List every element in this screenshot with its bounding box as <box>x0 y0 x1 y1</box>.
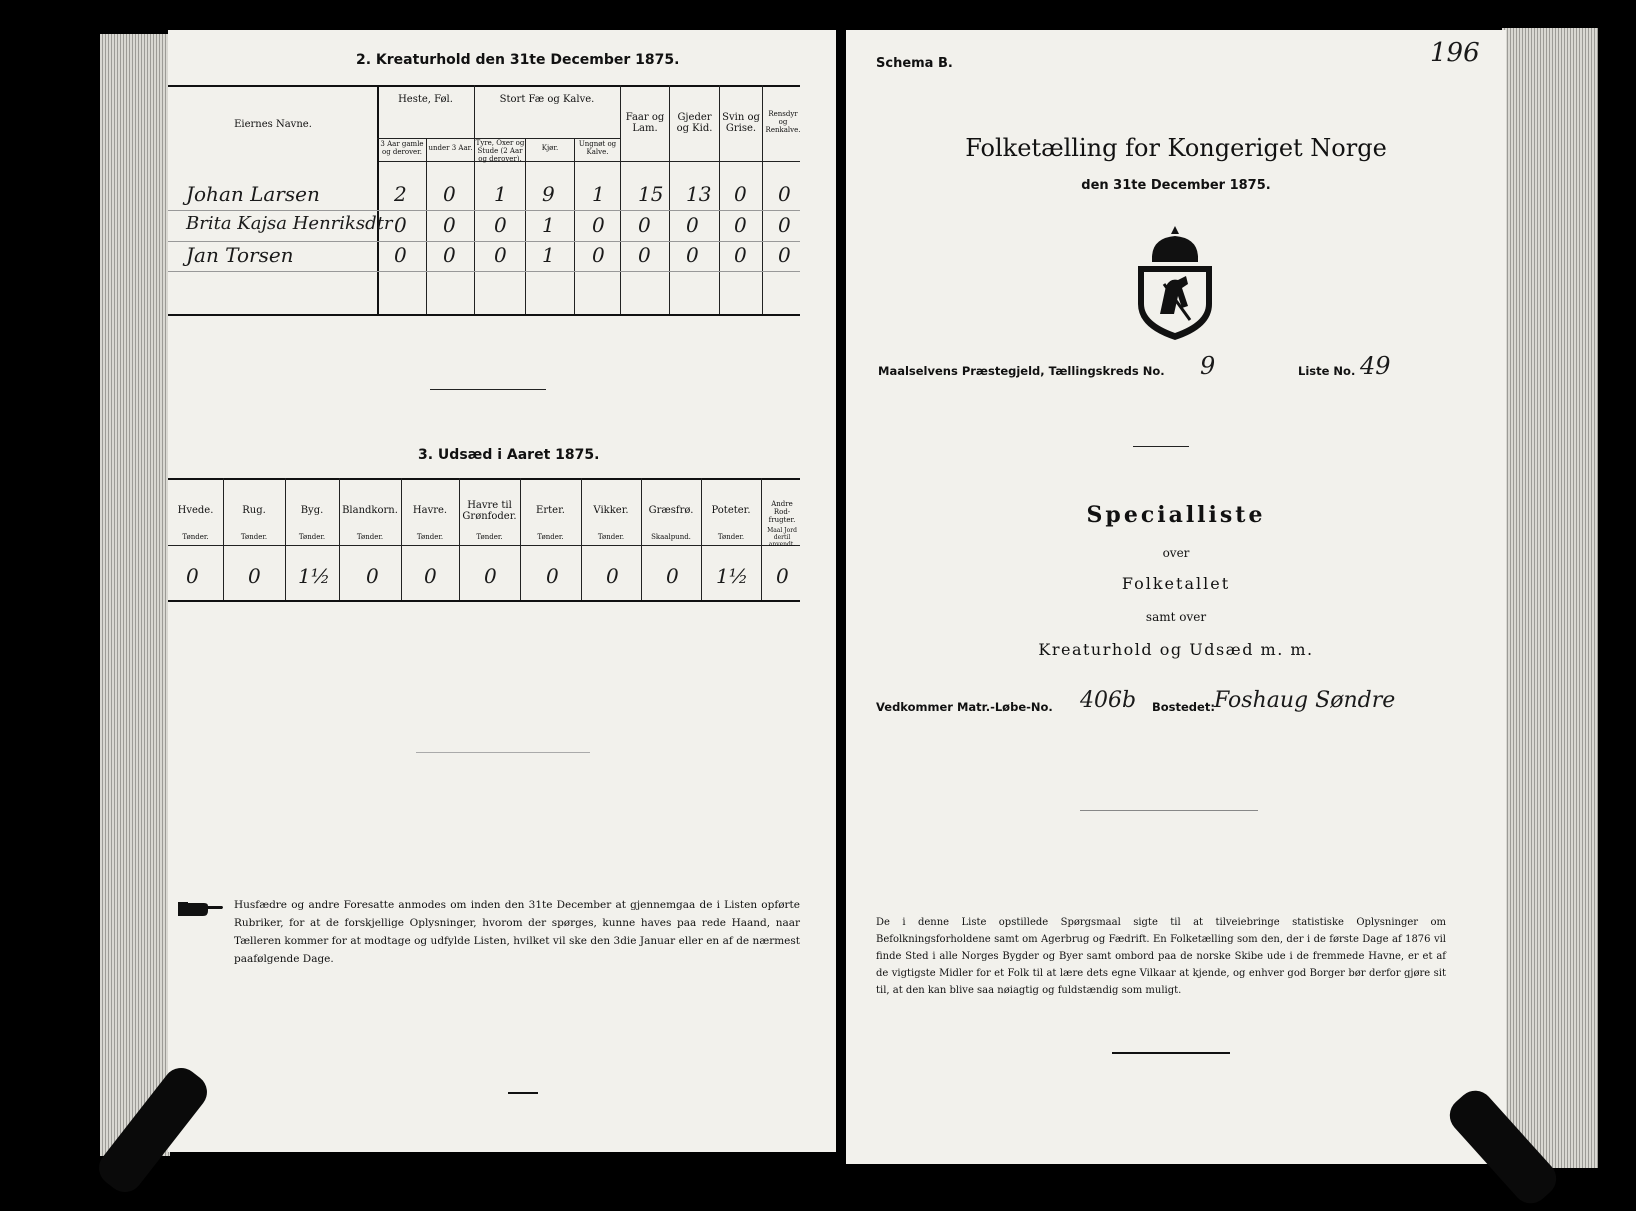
livestock-cell: 0 <box>494 243 507 267</box>
livestock-cell: 0 <box>686 243 699 267</box>
seed-header-vetch: Vikker. <box>593 505 629 516</box>
seed-unit: Tønder. <box>356 533 384 541</box>
owner-name: Brita Kajsa Henriksdtr <box>186 213 393 234</box>
seed-value: 0 <box>248 564 261 588</box>
specialliste-title: Specialliste <box>1086 502 1266 528</box>
seed-header-grass-seed: Græsfrø. <box>648 505 694 516</box>
seed-value: 0 <box>424 564 437 588</box>
livestock-cell: 0 <box>592 243 605 267</box>
separator-line <box>1112 1052 1230 1054</box>
bostedet-label: Bostedet: <box>1152 700 1215 714</box>
livestock-cell: 0 <box>394 243 407 267</box>
livestock-cell: 13 <box>686 182 712 206</box>
notice-text: Husfædre og andre Foresatte anmodes om inden den 31te December at gjennemgaa de i Listen opførte Rubriker, for at de forskjellige Oplysninger, hvorom der spørges, kunne haves paa rede Haand, naar Tælleren kommer for at modtage og udfylde Listen, hvilket vil ske den 3die Januar eller en af de nærmest paafølgende Dage. <box>234 899 800 965</box>
list-number: 49 <box>1360 352 1391 380</box>
livestock-cell: 1 <box>592 182 605 206</box>
livestock-cell: 0 <box>638 243 651 267</box>
seed-unit: Tønder. <box>476 533 503 541</box>
livestock-cell: 0 <box>734 213 747 237</box>
livestock-cell: 1 <box>542 213 555 237</box>
sheep-header: Faar og Lam. <box>625 112 665 134</box>
livestock-cell: 0 <box>394 213 407 237</box>
seed-header-barley: Byg. <box>300 505 324 516</box>
goats-header: Gjeder og Kid. <box>676 112 713 134</box>
horses-under3-header: under 3 Aar. <box>428 144 473 152</box>
census-title: Folketælling for Kongeriget Norge <box>965 134 1387 162</box>
seed-value: 0 <box>666 564 679 588</box>
over-text: over <box>1162 546 1190 560</box>
seed-unit: Tønder. <box>597 533 625 541</box>
seed-value: 0 <box>776 564 789 588</box>
seed-unit: Maal Jord dertil anvendt. <box>767 527 797 548</box>
seed-value: 1½ <box>716 564 749 588</box>
young-cattle-header: Ungnøt og Kalve. <box>578 140 617 156</box>
seed-unit: Tønder. <box>537 533 564 541</box>
seed-header-oats: Havre. <box>412 505 448 516</box>
separator-line <box>1080 810 1258 811</box>
livestock-cell: 1 <box>494 182 507 206</box>
left-page <box>168 30 836 1152</box>
livestock-cell: 0 <box>638 213 651 237</box>
seed-header-potatoes: Poteter. <box>711 505 751 516</box>
cattle-group-header: Stort Fæ og Kalve. <box>499 94 595 105</box>
livestock-cell: 0 <box>778 243 791 267</box>
kreaturhold-text: Kreaturhold og Udsæd m. m. <box>1038 640 1314 659</box>
seed-unit: Tønder. <box>298 533 326 541</box>
horses-3yr-header: 3 Aar gamle og derover. <box>380 140 424 156</box>
seed-header-wheat: Hvede. <box>177 505 214 516</box>
livestock-cell: 0 <box>443 243 456 267</box>
bulls-oxen-header: Tyre, Oxer og Stude (2 Aar og derover). <box>475 139 525 163</box>
livestock-cell: 0 <box>443 213 456 237</box>
cows-header: Kjør. <box>541 144 559 152</box>
livestock-cell: 0 <box>734 182 747 206</box>
livestock-cell: 15 <box>638 182 664 206</box>
seed-unit: Tønder. <box>182 533 209 541</box>
livestock-cell: 0 <box>494 213 507 237</box>
seed-header-peas: Erter. <box>536 505 565 516</box>
livestock-cell: 0 <box>778 213 791 237</box>
seed-unit: Skaalpund. <box>651 533 691 541</box>
parish-label: Maalselvens Præstegjeld, Tællingskreds No. <box>878 364 1165 378</box>
bostedet-value: Foshaug Søndre <box>1214 688 1396 713</box>
right-page-edges <box>1502 28 1598 1168</box>
seed-value: 0 <box>366 564 379 588</box>
matr-label: Vedkommer Matr.-Løbe-No. <box>876 700 1053 714</box>
section-2-title: 2. Kreaturhold den 31te December 1875. <box>356 52 680 68</box>
owner-name: Johan Larsen <box>186 182 320 206</box>
seed-value: 0 <box>546 564 559 588</box>
separator-line <box>430 389 546 390</box>
owner-name-header: Eiernes Navne. <box>234 119 312 130</box>
seed-header-other-roots: Andre Rod-frugter. <box>768 500 796 524</box>
seed-unit: Tønder. <box>717 533 745 541</box>
horses-group-header: Heste, Føl. <box>398 94 453 105</box>
seed-value: 1½ <box>298 564 331 588</box>
livestock-cell: 0 <box>686 213 699 237</box>
pigs-header: Svin og Grise. <box>722 112 760 134</box>
matr-number: 406b <box>1080 688 1137 713</box>
schema-label: Schema B. <box>876 56 953 71</box>
livestock-cell: 0 <box>443 182 456 206</box>
livestock-cell: 2 <box>394 182 407 206</box>
seed-value: 0 <box>606 564 619 588</box>
right-page <box>846 30 1506 1164</box>
seed-header-mixed-grain: Blandkorn. <box>342 505 398 516</box>
seed-header-green-oats: Havre til Grønfoder. <box>462 500 517 522</box>
list-label: Liste No. <box>1298 364 1356 378</box>
separator-line <box>416 752 590 753</box>
livestock-cell: 0 <box>778 182 791 206</box>
livestock-cell: 0 <box>592 213 605 237</box>
pointing-hand-icon <box>178 898 224 920</box>
district-number: 9 <box>1200 352 1216 380</box>
page-number: 196 <box>1430 38 1480 68</box>
separator-line <box>1133 446 1189 447</box>
owner-name: Jan Torsen <box>186 243 294 267</box>
separator-mark <box>508 1092 538 1094</box>
purpose-text: De i denne Liste opstillede Spørgsmaal sigte til at tilveiebringe statistiske Oplysninger om Befolkningsforholdene samt om Agerbrug og Fædrift. En Folketælling som den, der i de første Dage af 1876 vil finde Sted i alle Norges Bygder og Byer samt ombord paa de norske Skibe ude i de fremmede Havne, er et af de vigtigste Midler for et Folk til at lære dets egne Vilkaar at kjende, og enhver god Borger bør derfor gjøre sit til, at den kan blive saa nøiagtig og fuldstændig som muligt. <box>876 917 1446 996</box>
livestock-cell: 1 <box>542 243 555 267</box>
seed-value: 0 <box>186 564 199 588</box>
census-date: den 31te December 1875. <box>1081 178 1271 193</box>
seed-unit: Tønder. <box>416 533 444 541</box>
norway-coat-of-arms-icon <box>1130 224 1220 342</box>
livestock-cell: 9 <box>542 182 555 206</box>
seed-header-rye: Rug. <box>242 505 266 516</box>
livestock-cell: 0 <box>734 243 747 267</box>
left-page-edges <box>100 34 170 1156</box>
reindeer-header: Rensdyr og Renkalve. <box>765 110 801 134</box>
section-3-title: 3. Udsæd i Aaret 1875. <box>418 447 600 463</box>
seed-value: 0 <box>484 564 497 588</box>
samt-over-text: samt over <box>1145 610 1207 624</box>
folketallet-text: Folketallet <box>1121 574 1231 593</box>
seed-unit: Tønder. <box>240 533 268 541</box>
